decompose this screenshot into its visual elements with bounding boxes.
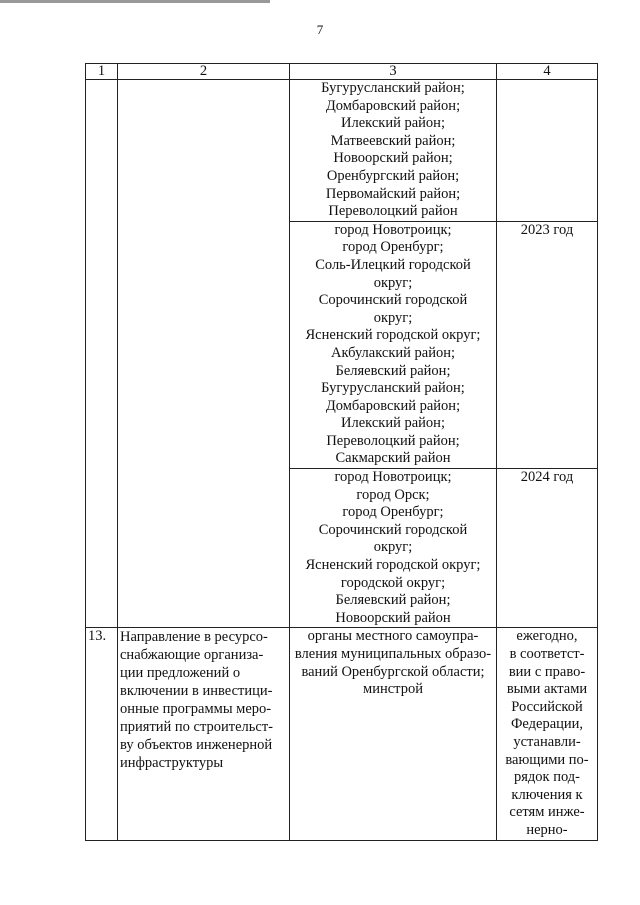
district-line: округ; (373, 309, 413, 326)
header-col-2: 2 (118, 64, 290, 80)
district-line: город Новотроицк; (334, 221, 452, 238)
district-line: Акбулакский район; (330, 344, 456, 361)
deadline-line: вающими по- (505, 751, 589, 768)
description-line: онные программы меро- (120, 701, 272, 718)
description-line: инфраструктуры (120, 755, 224, 772)
district-line: округ; (373, 539, 413, 556)
document-table (85, 63, 598, 841)
district-line: Оренбургский район; (326, 167, 460, 184)
row12-description-cell (118, 80, 290, 628)
row13-deadline-cell (497, 628, 598, 840)
description-line: приятий по строительст- (120, 719, 273, 736)
deadline-line: ежегодно, (516, 628, 578, 645)
header-col-1: 1 (86, 64, 118, 80)
row13-number-cell (86, 628, 118, 840)
deadline-line: ключения к (511, 786, 583, 803)
table-row-13 (86, 628, 598, 840)
row-number: 13. (88, 628, 107, 645)
district-line: Переволоцкий район (328, 203, 458, 220)
header-col-4: 4 (497, 64, 598, 80)
responsible-line: минстрой (363, 681, 423, 698)
row13-responsible-cell (290, 628, 497, 840)
district-line: Илекский район; (341, 415, 445, 432)
deadline-line: Российской (511, 698, 583, 715)
district-line: Первомайский район; (325, 185, 461, 202)
district-line: город Новотроицк; (334, 469, 452, 486)
district-line: Бугурусланский район; (321, 380, 465, 397)
district-line: город Оренбург; (342, 239, 444, 256)
table-header-row (86, 64, 598, 80)
district-line: Переволоцкий район; (326, 432, 460, 449)
year-2023-cell (497, 221, 598, 468)
deadline-line: устанавли- (513, 733, 581, 750)
district-line: городской округ; (340, 574, 446, 591)
district-line: Соль-Илецкий городской (315, 256, 471, 273)
continued-districts-cell (290, 80, 497, 222)
district-line: город Оренбург; (342, 504, 444, 521)
row12-number-cell (86, 80, 118, 628)
deadline-line: Федерации, (510, 716, 584, 733)
district-line: Бугурусланский район; (321, 80, 465, 96)
district-line: Новоорский район; (333, 150, 453, 167)
district-line: Матвеевский район; (330, 132, 456, 149)
responsible-line: вления муниципальных образо- (294, 646, 492, 662)
districts-2024-cell (290, 469, 497, 628)
district-line: Новоорский район (335, 609, 451, 626)
district-line: Ясненский городской округ; (305, 327, 481, 344)
description-line: ву объектов инженерной (120, 737, 273, 754)
row13-description-cell (118, 628, 290, 840)
header-col-3: 3 (290, 64, 497, 80)
year-label: 2024 год (520, 469, 574, 486)
description-line: снабжающие организа- (120, 647, 264, 664)
deadline-line: рядок под- (513, 769, 580, 786)
continued-year-cell (497, 80, 598, 222)
district-line: Сорочинский городской (318, 292, 468, 309)
description-line: Направление в ресурсо- (120, 629, 268, 646)
responsible-line: органы местного самоупра- (307, 628, 479, 645)
districts-2023-cell (290, 221, 497, 468)
district-line: Сакмарский район (335, 450, 451, 467)
district-line: Домбаровский район; (325, 397, 461, 414)
deadline-line: в соответст- (509, 646, 585, 662)
district-line: округ; (373, 274, 413, 291)
district-line: Сорочинский городской (318, 521, 468, 538)
deadline-line: вии с право- (508, 663, 586, 680)
description-line: ции предложений о (120, 665, 241, 682)
district-line: город Орск; (356, 486, 430, 503)
page-number: 7 (316, 22, 324, 37)
year-2024-cell (497, 469, 598, 628)
deadline-line: нерно- (526, 821, 568, 838)
district-line: Домбаровский район; (325, 97, 461, 114)
district-line: Ясненский городской округ; (305, 557, 481, 574)
district-line: Беляевский район; (335, 362, 451, 379)
table-row-continued (86, 80, 598, 222)
description-line: включении в инвестици- (120, 683, 273, 700)
district-line: Илекский район; (341, 115, 445, 132)
year-label: 2023 год (520, 221, 574, 238)
top-rule (0, 0, 270, 3)
responsible-line: ваний Оренбургской области; (301, 663, 485, 680)
district-line: Беляевский район; (335, 592, 451, 609)
deadline-line: сетям инже- (509, 804, 585, 821)
deadline-line: выми актами (506, 681, 588, 698)
